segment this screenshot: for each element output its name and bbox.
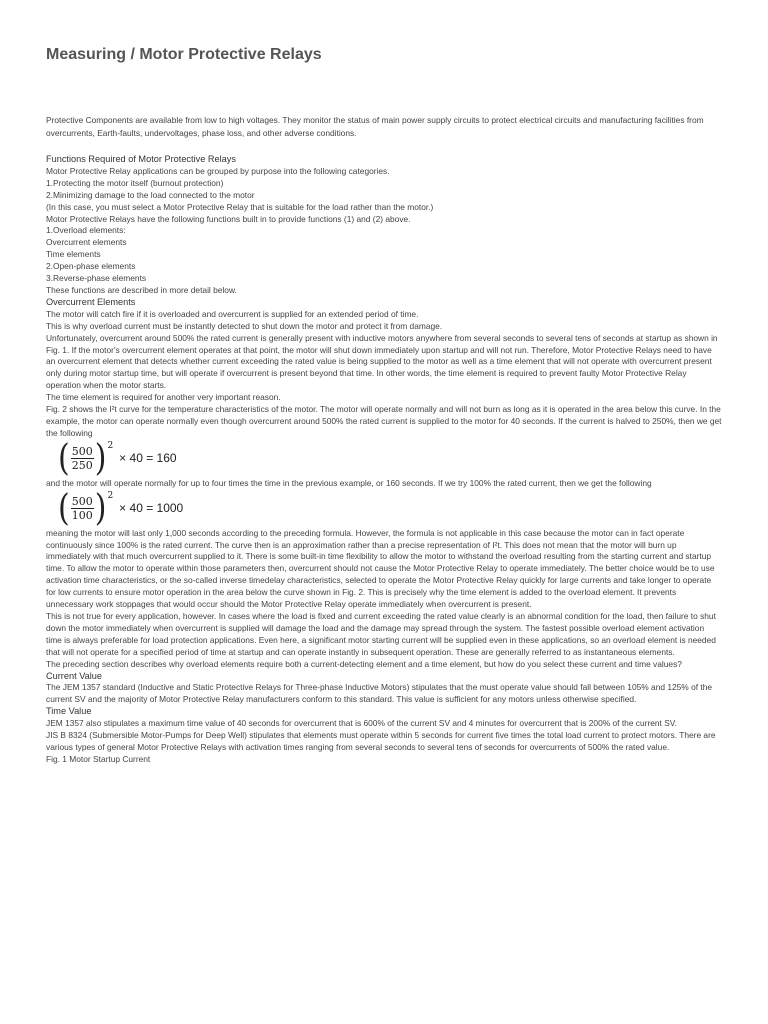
- paragraph: JEM 1357 also stipulates a maximum time value of 40 seconds for overcurrent that is 600% of the current SV and 4 minutes for overcurrent that is 200% of the current SV.: [46, 718, 677, 729]
- formula-result: × 40 = 1000: [119, 500, 184, 515]
- text-line: 3.Reverse-phase elements: [46, 273, 147, 284]
- section-heading-time-value: Time Value: [46, 706, 92, 717]
- text-line: Overcurrent elements: [46, 237, 127, 248]
- text-line: Time elements: [46, 249, 101, 260]
- paragraph: The preceding section describes why overload elements require both a current-detecting element and a time element, but how do you select these current and time values?: [46, 658, 682, 669]
- text-line: (In this case, you must select a Motor Protective Relay that is suitable for the load rather than the motor.): [46, 201, 434, 212]
- text-line: 2.Minimizing damage to the load connected to the motor: [46, 189, 255, 200]
- section-heading-overcurrent: Overcurrent Elements: [46, 296, 136, 307]
- text-line: 1.Protecting the motor itself (burnout protection): [46, 177, 224, 188]
- text-line: 2.Open-phase elements: [46, 261, 136, 272]
- paragraph: This is why overload current must be instantly detected to shut down the motor and protect it from damage.: [46, 320, 443, 331]
- paragraph: The motor will catch fire if it is overloaded and overcurrent is supplied for an extended period of time.: [46, 308, 419, 319]
- section-heading-functions: Functions Required of Motor Protective Relays: [46, 154, 236, 164]
- exponent: 2: [107, 440, 114, 451]
- formula-result: × 40 = 160: [119, 450, 177, 465]
- text-line: Motor Protective Relay applications can be grouped by purpose into the following categories.: [46, 165, 390, 176]
- paragraph: Unfortunately, overcurrent around 500% the rated current is generally present with inductive motors anywhere from several seconds to several tens of seconds at startup as shown in Fig. 1. If the motor's overcurrent element operates at that point, the motor will shut down immediately upon startup and will not run. Therefore, Motor Protective Relays need to have an overcurrent element that detects whether current exceeding the rated value is being supplied to the motor as well as a time element that will not operate with overcurrent present only during motor startup time, but will operate if overcurrent is present beyond that time. In other words, the time element is required to prevent faulty Motor Protective Relay operation when the motor starts.: [46, 332, 718, 391]
- text-line: Motor Protective Relays have the following functions built in to provide functions (1) and (2) above.: [46, 213, 411, 224]
- document-body: [46, 154, 722, 766]
- formula-100: [58, 487, 722, 530]
- right-paren: ): [94, 437, 107, 480]
- paragraph: This is not true for every application, however. In cases where the load is fixed and current exceeding the rated value clearly is an abnormal condition for the load, then failure to shut down the motor immediately when overcurrent is supplied will damage the load and the damage may spread through the system. The fastest possible overload element activation time is always preferable for load protection applications. Even here, a significant motor starting current will be supplied even in these applications, so an overload element is needed that will not operate for a specified period of time at startup and can operate instantly in subsequent operation. These are generally referred to as instantaneous elements.: [46, 611, 716, 657]
- right-paren: ): [94, 487, 107, 530]
- fraction: [71, 495, 94, 522]
- figure-caption: Fig. 1 Motor Startup Current: [46, 753, 151, 764]
- intro-paragraph: Protective Components are available from low to high voltages. They monitor the status of main power supply circuits to protect electrical circuits and manufacturing facilities from overcurrents, Earth-faults, undervoltages, phase loss, and other adverse conditions.: [46, 115, 704, 138]
- paragraph: and the motor will operate normally for up to four times the time in the previous example, or 160 seconds. If we try 100% the rated current, then we get the following: [46, 477, 652, 488]
- paragraph: JIS B 8324 (Submersible Motor-Pumps for Deep Well) stipulates that elements must operate within 5 seconds for current five times the total load current to protect motors. There are various types of general Motor Protective Relays with activation times ranging from several seconds to several tens of seconds for overcurrents of 500% the rated value.: [46, 730, 716, 752]
- fraction-numerator: 500: [71, 445, 93, 459]
- fraction-denominator: 250: [71, 459, 93, 473]
- left-paren: (: [58, 487, 70, 530]
- fraction-denominator: 100: [71, 509, 93, 523]
- paragraph: Fig. 2 shows the I²t curve for the temperature characteristics of the motor. The motor will operate normally and will not burn as long as it is operated in the area below this curve. In the example, the motor can operate normally even though overcurrent around 500% the rated current is supplied to the motor for 40 seconds. If the current is halved to 250%, then we get the following: [46, 404, 722, 438]
- text-line: 1.Overload elements:: [46, 225, 126, 236]
- paragraph: The JEM 1357 standard (Inductive and Static Protective Relays for Three-phase Inductive Motors) stipulates that the must operate value should fall between 105% and 125% of the current SV and the majority of Motor Protective Relay manufacturers conform to this standard. This value is sufficient for any motors unless otherwise specified.: [46, 682, 713, 705]
- fraction-numerator: 500: [71, 495, 93, 509]
- fraction: [71, 445, 94, 472]
- paragraph: The time element is required for another very important reason.: [46, 392, 281, 403]
- text-line: These functions are described in more detail below.: [46, 284, 237, 295]
- left-paren: (: [58, 437, 70, 480]
- page-title: Measuring / Motor Protective Relays: [46, 46, 322, 63]
- section-heading-current-value: Current Value: [46, 670, 103, 681]
- paragraph: meaning the motor will last only 1,000 seconds according to the preceding formula. However, the formula is not applicable in this case because the motor can in fact operate continuously since 100% is the rated current. The curve then is an approximation rather than a precise representation of I²t. This does not mean that the motor will burn up immediately with that much overcurrent supplied to it. There is some built-in time flexibility to allow the motor to withstand the overload resulting from the starting current and startup time. To allow the motor to operate within those parameters then, overcurrent should not cause the Motor Protective Relay to operate immediately. The better choice would be to use activation time characteristics, or the so-called inverse timedelay characteristics, selected to operate the Motor Protective Relay quickly for large currents and take longer to operate for low currents to ensure motor operation in the area below the curve shown in Fig. 2. This is precisely why the time element is added to the overload element. It prevents unnecessary work stoppages that would occur should the Motor Protective Relay operate immediately when overcurrent is present.: [46, 527, 715, 610]
- formula-250: [58, 437, 722, 480]
- exponent: 2: [107, 490, 114, 501]
